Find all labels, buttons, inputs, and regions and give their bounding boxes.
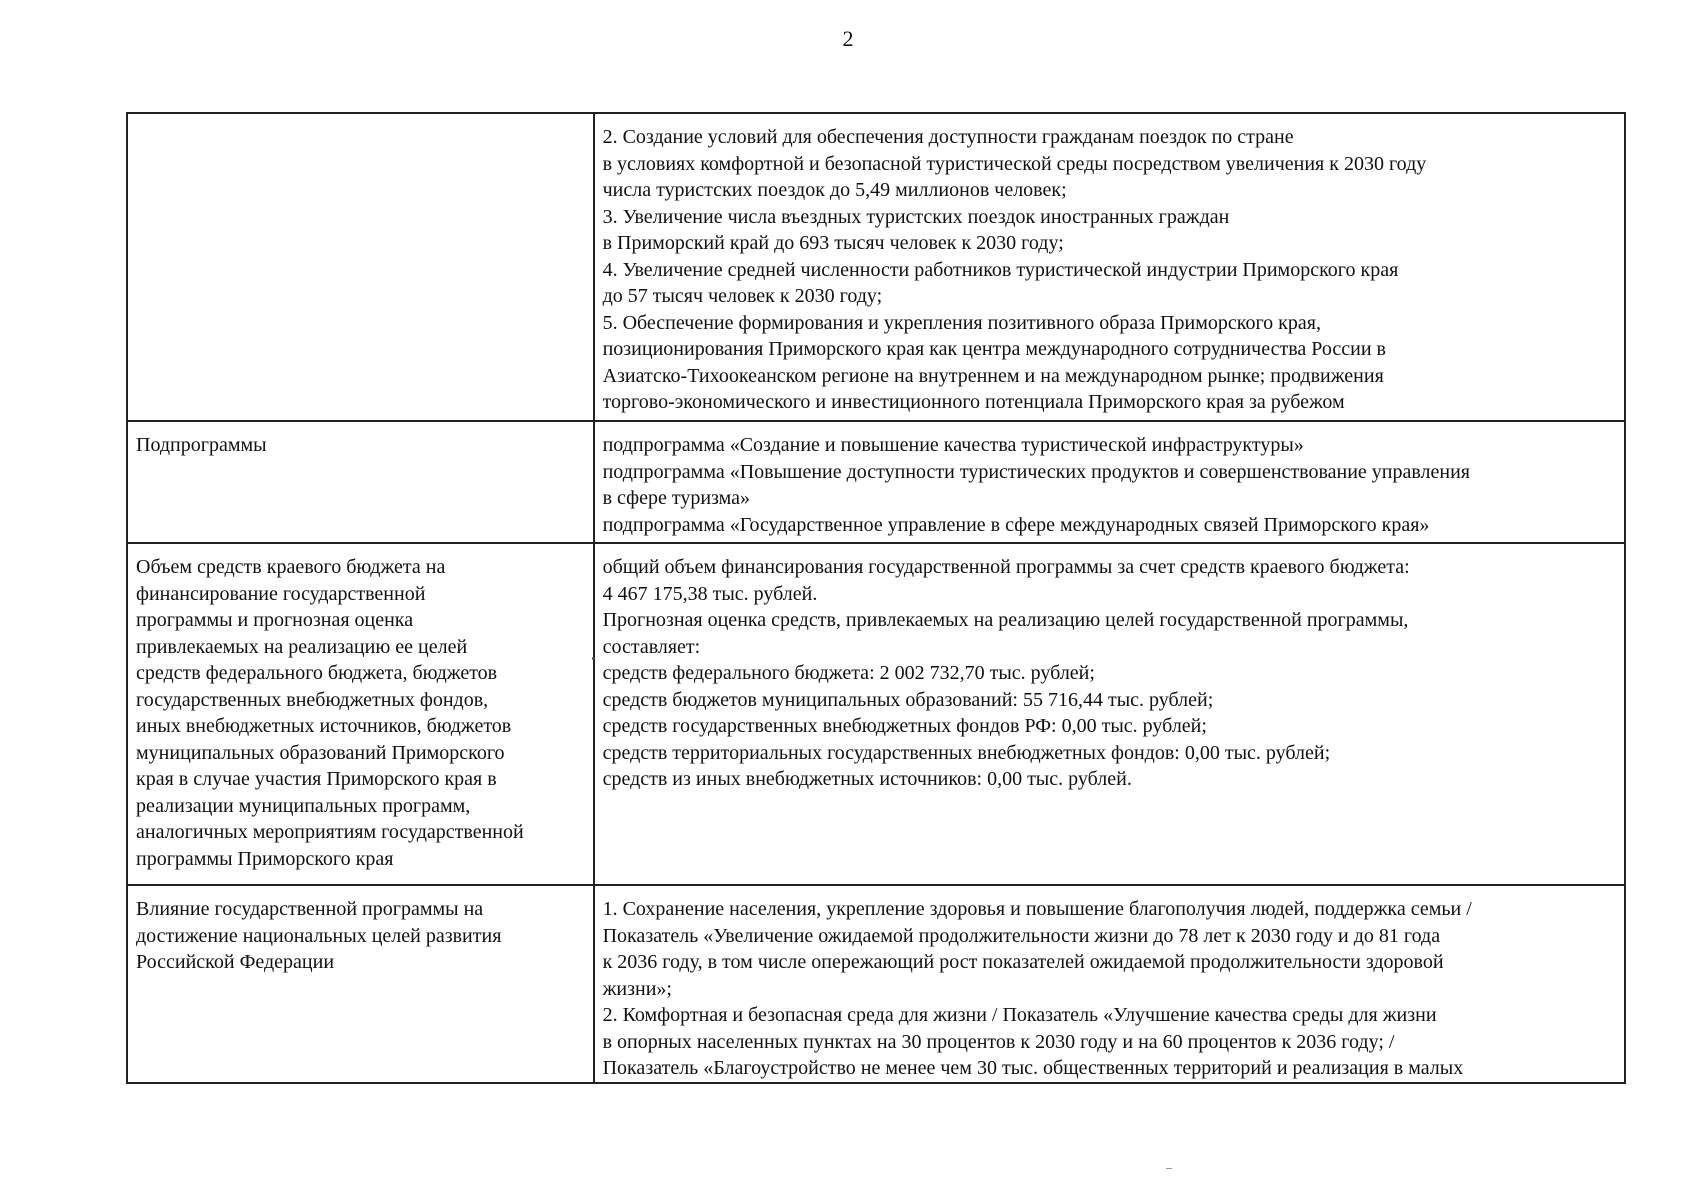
- text-line: в Приморский край до 693 тысяч человек к 2030 году;: [602, 232, 1064, 254]
- row-label-line: муниципальных образований Приморского: [136, 741, 505, 764]
- row-label-cell: [127, 421, 594, 543]
- text-line: подпрограмма «Создание и повышение качества туристической инфраструктуры»: [602, 434, 1304, 456]
- row-label-line: программы Приморского края: [136, 847, 394, 870]
- text-line: в опорных населенных пунктах на 30 процентов к 2030 году и на 60 процентов к 2036 году; /: [602, 1030, 1395, 1053]
- row-label-cell: [127, 543, 594, 885]
- scan-speck: [1166, 1168, 1172, 1169]
- row-label-line: Влияние государственной программы на: [136, 898, 484, 920]
- text-line: жизни»;: [602, 977, 672, 1000]
- text-line: 4. Увеличение средней численности работников туристической индустрии Приморского края: [602, 258, 1399, 281]
- text-line: торгово-экономического и инвестиционного потенциала Приморского края за рубежом: [602, 391, 1345, 413]
- row-label-line: программы и прогнозная оценка: [136, 609, 414, 631]
- row-label-line: иных внебюджетных источников, бюджетов: [136, 715, 512, 737]
- row-content-cell: [594, 421, 1625, 543]
- text-line: Показатель «Увеличение ожидаемой продолжительности жизни до 78 лет к 2030 году и до 81 года: [602, 924, 1441, 947]
- row-label-line: Российской Федерации: [136, 951, 335, 973]
- text-line: к 2036 году, в том числе опережающий рост показателей ожидаемой продолжительности здоровой: [602, 951, 1444, 973]
- text-line: средств бюджетов муниципальных образований: 55 716,44 тыс. рублей;: [602, 688, 1214, 711]
- row-content-cell: [594, 885, 1625, 1083]
- text-line: Показатель «Благоустройство не менее чем 30 тыс. общественных территорий и реализация в малых: [602, 1057, 1464, 1079]
- row-label-line: Объем средств краевого бюджета на: [136, 556, 446, 578]
- text-line: числа туристских поездок до 5,49 миллионов человек;: [602, 179, 1067, 201]
- table-row-subprograms: [127, 421, 1625, 543]
- row-label: Подпрограммы: [136, 434, 267, 456]
- row-label-line: достижение национальных целей развития: [136, 924, 502, 947]
- text-line: Прогнозная оценка средств, привлекаемых на реализацию целей государственной программы,: [602, 609, 1409, 631]
- row-label-line: государственных внебюджетных фондов,: [136, 688, 489, 711]
- text-line: 5. Обеспечение формирования и укрепления позитивного образа Приморского края,: [602, 311, 1321, 334]
- row-content-cell: [594, 543, 1625, 885]
- text-line: средств федерального бюджета: 2 002 732,70 тыс. рублей;: [602, 662, 1095, 684]
- text-line: 4 467 175,38 тыс. рублей.: [602, 582, 818, 605]
- text-line: составляет:: [602, 635, 701, 658]
- text-line: средств государственных внебюджетных фондов РФ: 0,00 тыс. рублей;: [602, 715, 1207, 737]
- row-label-line: края в случае участия Приморского края в: [136, 768, 497, 790]
- text-line: подпрограмма «Государственное управление в сфере международных связей Приморского края»: [602, 513, 1430, 536]
- text-line: 2. Создание условий для обеспечения доступности гражданам поездок по стране: [602, 126, 1294, 148]
- row-label-line: аналогичных мероприятиям государственной: [136, 821, 524, 843]
- text-line: 3. Увеличение числа въездных туристских поездок иностранных граждан: [602, 205, 1230, 228]
- row-label-line: средств федерального бюджета, бюджетов: [136, 662, 498, 684]
- text-line: средств из иных внебюджетных источников: 0,00 тыс. рублей.: [602, 768, 1132, 790]
- row-content-cell: [594, 113, 1625, 421]
- row-label-line: привлекаемых на реализацию ее целей: [136, 635, 468, 658]
- table-row-goals: [127, 113, 1625, 421]
- text-line: в условиях комфортной и безопасной туристической среды посредством увеличения к 2030 году: [602, 152, 1427, 175]
- row-label-cell: [127, 885, 594, 1083]
- text-line: в сфере туризма»: [602, 487, 751, 509]
- text-line: 2. Комфортная и безопасная среда для жизни / Показатель «Улучшение качества среды для жизни: [602, 1004, 1437, 1026]
- text-line: 1. Сохранение населения, укрепление здоровья и повышение благополучия людей, поддержка семьи /: [602, 898, 1472, 920]
- text-line: общий объем финансирования государственной программы за счет средств краевого бюджета:: [602, 556, 1410, 578]
- scan-speck: [592, 657, 595, 660]
- text-line: подпрограмма «Повышение доступности туристических продуктов и совершенствование управления: [602, 460, 1471, 483]
- table-row-national-goals: [127, 885, 1625, 1083]
- text-line: средств территориальных государственных внебюджетных фондов: 0,00 тыс. рублей;: [602, 741, 1331, 764]
- passport-table: [126, 112, 1626, 1084]
- text-line: позиционирования Приморского края как центра международного сотрудничества России в: [602, 338, 1386, 360]
- table-row-funding: [127, 543, 1625, 885]
- row-label-line: реализации муниципальных программ,: [136, 794, 471, 817]
- page-number: 2: [842, 26, 854, 51]
- text-line: до 57 тысяч человек к 2030 году;: [602, 285, 883, 307]
- row-label-line: финансирование государственной: [136, 582, 426, 605]
- text-line: Азиатско-Тихоокеанском регионе на внутреннем и на международном рынке; продвижения: [602, 364, 1384, 387]
- row-label-cell: [127, 113, 594, 421]
